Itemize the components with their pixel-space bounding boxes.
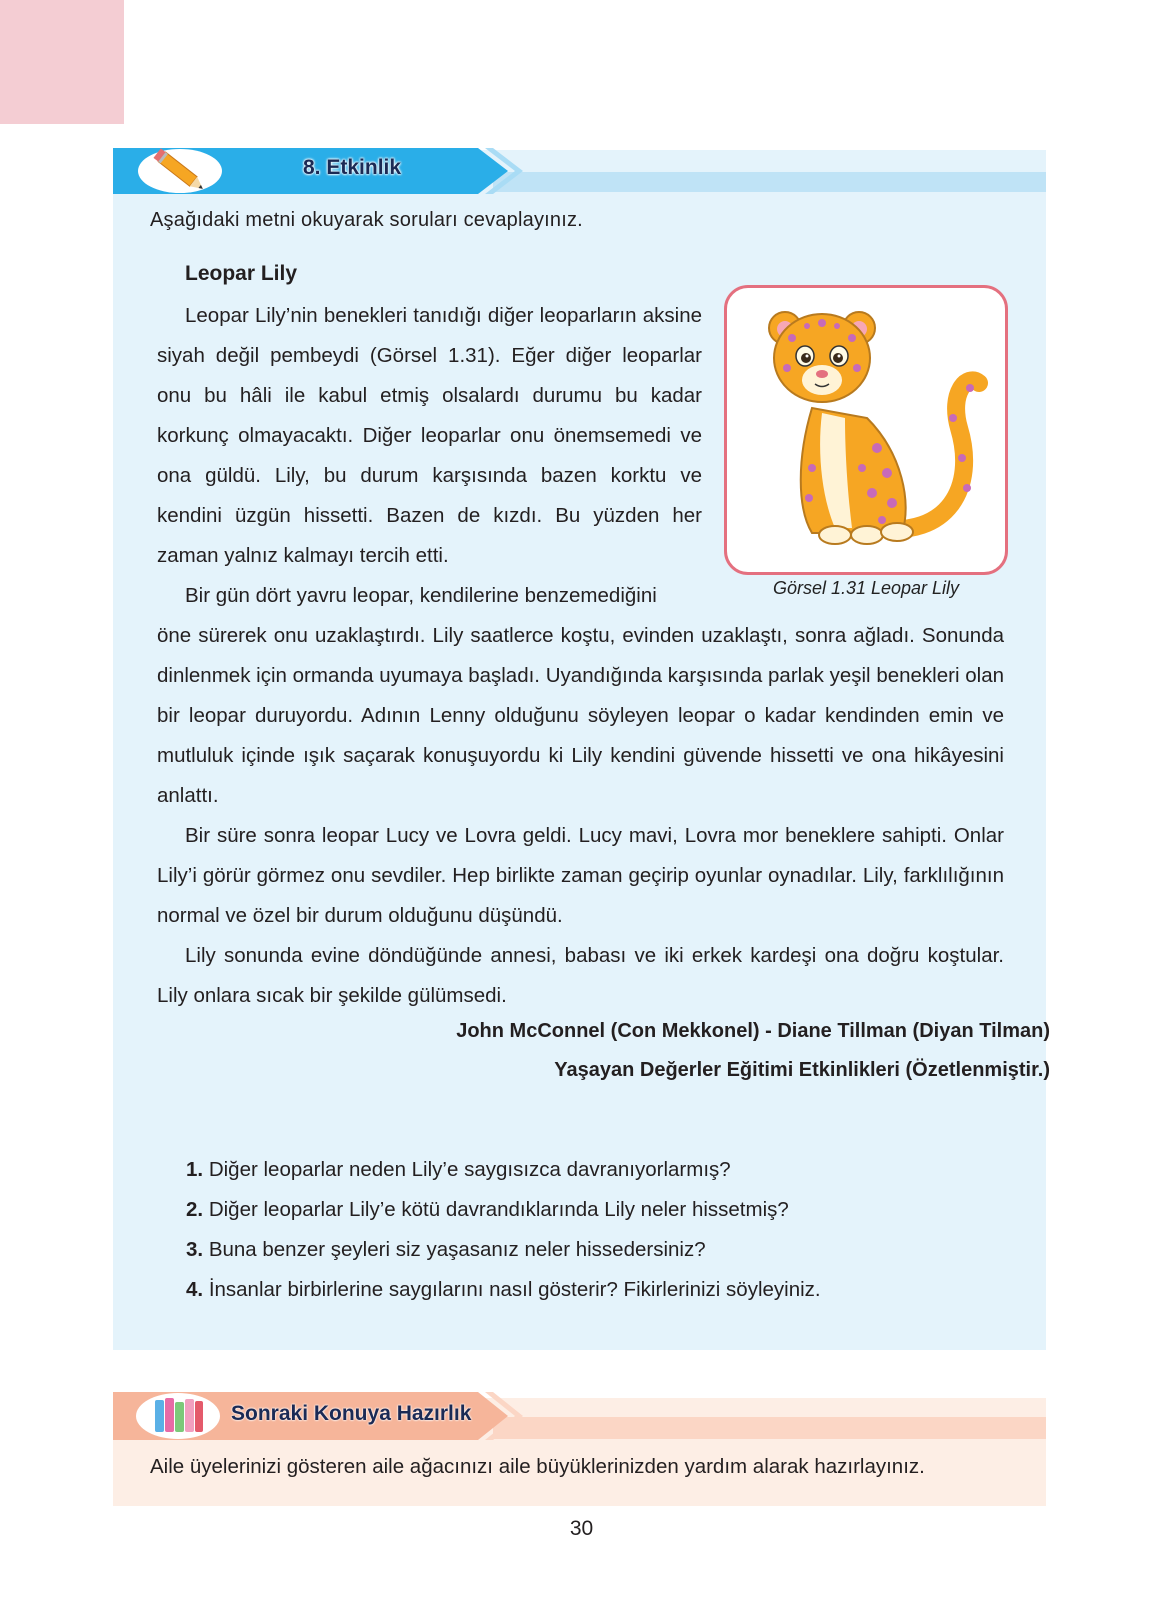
question-number: 4.	[186, 1278, 204, 1301]
question-item	[186, 1190, 821, 1230]
leopard-figure	[724, 285, 1008, 575]
books-icon	[133, 1392, 223, 1440]
story-paragraph: öne sürerek onu uzaklaştırdı. Lily saatlerce koştu, evinden uzaklaştı, sonra ağladı. Sonunda dinlenmek için ormanda uyumaya başladı. Uyandığında karşısında parlak yeşil benekleri olan bir leopar duruyordu. Adının Lenny olduğunu söyleyen leopar o kadar kendinden emin ve mutluluk içinde ışık saçarak konuşuyordu ki Lily kendini güvende hissetti ve ona hikâyesini anlattı.	[157, 624, 1004, 807]
question-item	[186, 1150, 821, 1190]
question-item	[186, 1230, 821, 1270]
leopard-illustration	[727, 288, 1005, 572]
story-paragraph: Leopar Lily’nin benekleri tanıdığı diğer leoparların aksine siyah değil pembeydi (Görsel 1.31). Eğer diğer leoparlar onu bu hâli ile kabul etmiş olsalardı durumu bu kadar korkunç olmayacaktı. Diğer leoparlar onu önemsemedi ve ona güldü. Lily, bu durum karşısında bazen korktu ve kendini üzgün hissetti. Bazen de kızdı. Bu yüzden her zaman yalnız kalmayı tercih etti.	[157, 304, 702, 567]
activity-header	[113, 148, 1046, 194]
story-paragraph: Bir gün dört yavru leopar, kendilerine benzemediğini	[185, 584, 657, 607]
credit-source: Yaşayan Değerler Eğitimi Etkinlikleri (Özetlenmiştir.)	[554, 1059, 1050, 1081]
header-stripe	[493, 172, 1046, 192]
next-topic-title: Sonraki Konuya Hazırlık	[231, 1402, 472, 1425]
corner-tab	[0, 0, 124, 124]
question-text: Diğer leoparlar neden Lily’e saygısızca davranıyorlarmış?	[208, 1158, 731, 1181]
next-topic-text: Aile üyelerinizi gösteren aile ağacınızı aile büyüklerinizden yardım alarak hazırlayınız.	[150, 1455, 925, 1478]
question-text: İnsanlar birbirlerine saygılarını nasıl gösterir? Fikirlerinizi söyleyiniz.	[208, 1278, 821, 1301]
question-item	[186, 1270, 821, 1310]
question-list	[186, 1150, 821, 1310]
page-number: 30	[569, 1517, 594, 1540]
question-number: 3.	[186, 1238, 204, 1261]
question-text: Buna benzer şeyleri siz yaşasanız neler hissedersiniz?	[208, 1238, 706, 1261]
credit-authors: John McConnel (Con Mekkonel) - Diane Tillman (Diyan Tilman)	[456, 1020, 1050, 1042]
story-paragraph: Bir süre sonra leopar Lucy ve Lovra geldi. Lucy mavi, Lovra mor beneklere sahipti. Onlar Lily’i görür görmez onu sevdiler. Hep birlikte zaman geçirip oyunlar oynadılar. Lily, farklılığının normal ve özel bir durum olduğunu düşündü.	[157, 824, 1004, 927]
pencil-icon	[135, 148, 225, 194]
next-topic-header	[113, 1392, 1046, 1440]
question-number: 1.	[186, 1158, 204, 1181]
activity-intro: Aşağıdaki metni okuyarak soruları cevaplayınız.	[150, 209, 583, 231]
question-text: Diğer leoparlar Lily’e kötü davrandıklarında Lily neler hissetmiş?	[208, 1198, 789, 1221]
next-topic-stripe	[493, 1417, 1046, 1439]
story-title: Leopar Lily	[185, 262, 298, 285]
story-paragraph: Lily sonunda evine döndüğünde annesi, babası ve iki erkek kardeşi ona doğru koştular. Lily onlara sıcak bir şekilde gülümsedi.	[157, 944, 1004, 1007]
activity-title: 8. Etkinlik	[303, 156, 402, 179]
question-number: 2.	[186, 1198, 204, 1221]
figure-caption: Görsel 1.31 Leopar Lily	[772, 578, 960, 598]
